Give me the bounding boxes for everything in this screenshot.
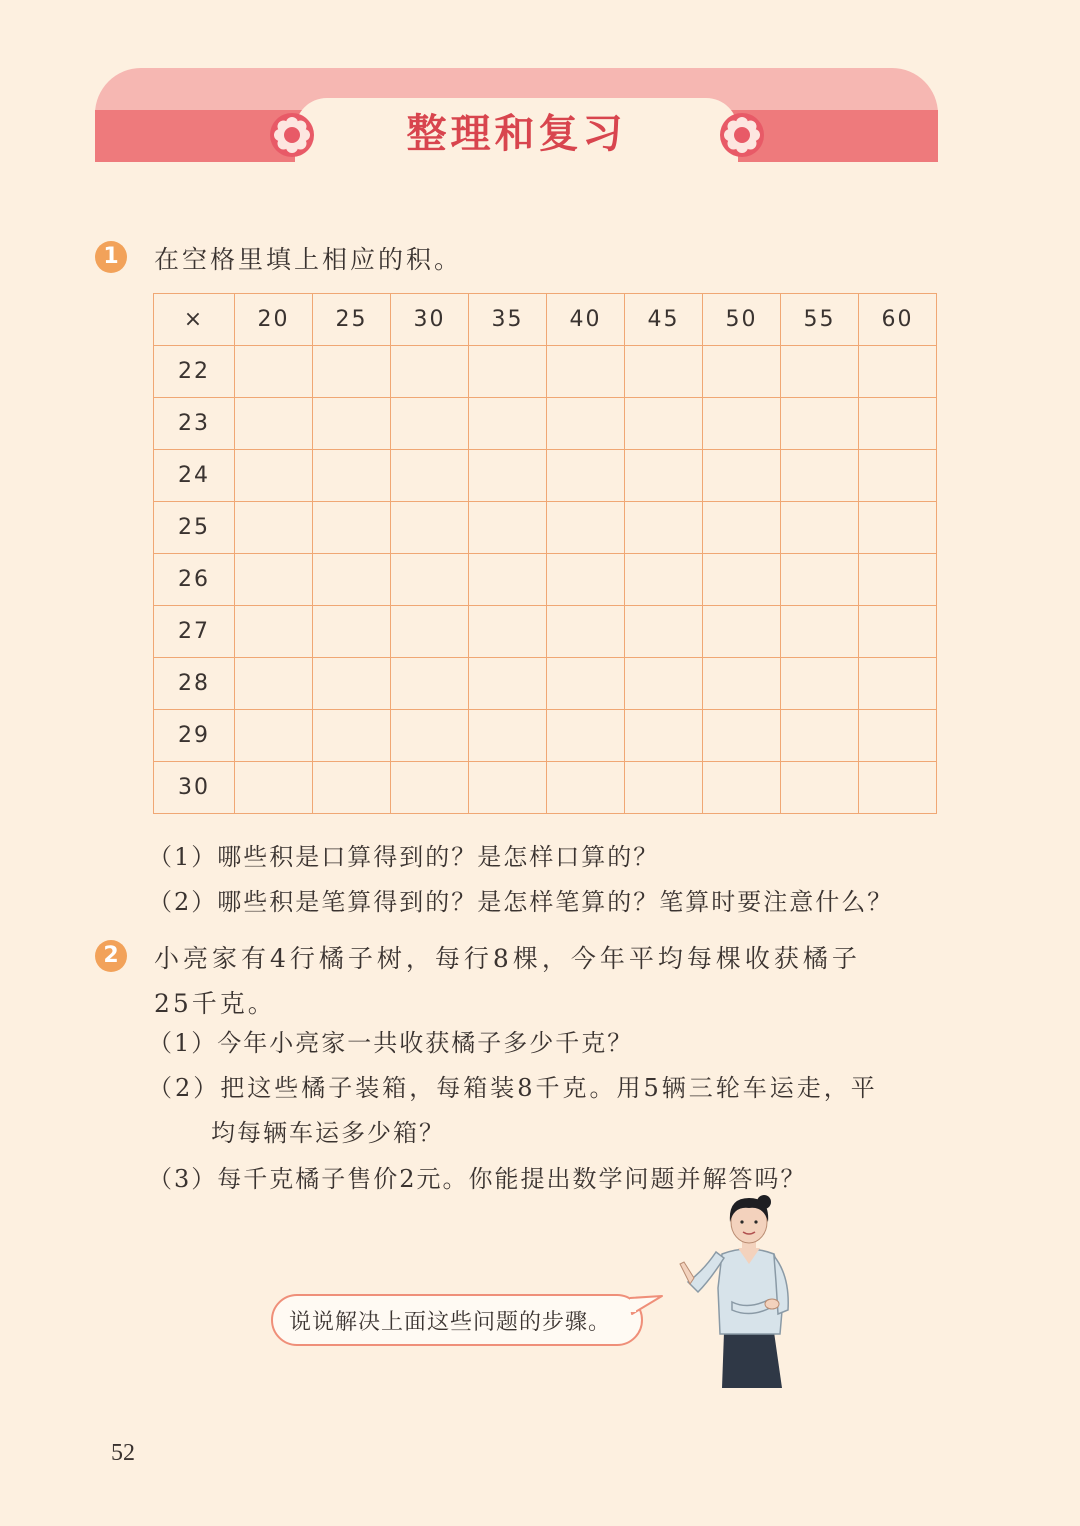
answer-cell[interactable] (859, 398, 937, 450)
answer-cell[interactable] (313, 502, 391, 554)
answer-cell[interactable] (547, 450, 625, 502)
answer-cell[interactable] (859, 502, 937, 554)
answer-cell[interactable] (235, 762, 313, 814)
table-column-header: 35 (469, 294, 547, 346)
table-column-header: 40 (547, 294, 625, 346)
answer-cell[interactable] (781, 658, 859, 710)
table-row (154, 710, 937, 762)
answer-cell[interactable] (547, 398, 625, 450)
multiplication-table (153, 293, 937, 814)
answer-cell[interactable] (391, 346, 469, 398)
answer-cell[interactable] (703, 606, 781, 658)
answer-cell[interactable] (547, 502, 625, 554)
page-title: 整理和复习 (406, 110, 627, 157)
table-column-header: 55 (781, 294, 859, 346)
answer-cell[interactable] (625, 762, 703, 814)
answer-cell[interactable] (313, 606, 391, 658)
question-2-sub-1: （1）今年小亮家一共收获橘子多少千克？ (148, 1029, 634, 1057)
question-1-prompt: 在空格里填上相应的积。 (154, 245, 463, 274)
answer-cell[interactable] (235, 554, 313, 606)
answer-cell[interactable] (235, 658, 313, 710)
answer-cell[interactable] (859, 762, 937, 814)
answer-cell[interactable] (391, 554, 469, 606)
answer-cell[interactable] (235, 710, 313, 762)
table-row-header: 22 (154, 346, 235, 398)
answer-cell[interactable] (313, 710, 391, 762)
answer-cell[interactable] (547, 606, 625, 658)
table-row (154, 398, 937, 450)
answer-cell[interactable] (625, 346, 703, 398)
answer-cell[interactable] (781, 398, 859, 450)
table-row-header: 24 (154, 450, 235, 502)
answer-cell[interactable] (313, 346, 391, 398)
answer-cell[interactable] (703, 658, 781, 710)
table-column-header: 20 (235, 294, 313, 346)
speech-bubble-text: 说说解决上面这些问题的步骤。 (289, 1310, 612, 1335)
answer-cell[interactable] (469, 554, 547, 606)
speech-bubble-tail (630, 1294, 664, 1318)
page-number: 52 (111, 1440, 135, 1466)
answer-cell[interactable] (313, 762, 391, 814)
table-row-header: 23 (154, 398, 235, 450)
table-row-header: 29 (154, 710, 235, 762)
question-2-line-2: 25千克。 (154, 989, 276, 1018)
table-row (154, 554, 937, 606)
question-2-sub-2: （2）把这些橘子装箱，每箱装8千克。用5辆三轮车运走，平 (148, 1074, 878, 1102)
answer-cell[interactable] (391, 502, 469, 554)
answer-cell[interactable] (703, 502, 781, 554)
answer-cell[interactable] (625, 502, 703, 554)
question-2-sub-2-continued: 均每辆车运多少箱？ (211, 1119, 445, 1147)
answer-cell[interactable] (547, 710, 625, 762)
answer-cell[interactable] (469, 710, 547, 762)
table-row-header: 28 (154, 658, 235, 710)
answer-cell[interactable] (781, 502, 859, 554)
answer-cell[interactable] (313, 450, 391, 502)
question-number-badge: 2 (95, 940, 127, 972)
table-row (154, 502, 937, 554)
question-2-sub-3: （3）每千克橘子售价2元。你能提出数学问题并解答吗？ (148, 1165, 807, 1193)
answer-cell[interactable] (703, 450, 781, 502)
answer-cell[interactable] (391, 398, 469, 450)
flower-icon (717, 110, 767, 160)
table-row (154, 606, 937, 658)
table-row (154, 762, 937, 814)
answer-cell[interactable] (469, 450, 547, 502)
answer-cell[interactable] (469, 658, 547, 710)
section-banner (95, 68, 938, 162)
answer-cell[interactable] (547, 762, 625, 814)
answer-cell[interactable] (391, 450, 469, 502)
answer-cell[interactable] (625, 450, 703, 502)
answer-cell[interactable] (781, 606, 859, 658)
answer-cell[interactable] (703, 346, 781, 398)
answer-cell[interactable] (781, 762, 859, 814)
answer-cell[interactable] (703, 554, 781, 606)
answer-cell[interactable] (235, 606, 313, 658)
answer-cell[interactable] (469, 606, 547, 658)
answer-cell[interactable] (391, 658, 469, 710)
question-1-sub-2: （2）哪些积是笔算得到的？是怎样笔算的？笔算时要注意什么？ (148, 888, 894, 916)
answer-cell[interactable] (235, 346, 313, 398)
table-row (154, 658, 937, 710)
answer-cell[interactable] (391, 762, 469, 814)
table-row (154, 450, 937, 502)
answer-cell[interactable] (781, 554, 859, 606)
table-column-header: 45 (625, 294, 703, 346)
answer-cell[interactable] (859, 346, 937, 398)
table-header-row (154, 294, 937, 346)
table-row-header: 27 (154, 606, 235, 658)
answer-cell[interactable] (625, 398, 703, 450)
answer-cell[interactable] (781, 710, 859, 762)
answer-cell[interactable] (625, 710, 703, 762)
answer-cell[interactable] (625, 606, 703, 658)
answer-cell[interactable] (625, 658, 703, 710)
answer-cell[interactable] (391, 606, 469, 658)
table-corner-cell: × (154, 294, 235, 346)
answer-cell[interactable] (547, 658, 625, 710)
answer-cell[interactable] (859, 606, 937, 658)
answer-cell[interactable] (313, 398, 391, 450)
answer-cell[interactable] (781, 450, 859, 502)
answer-cell[interactable] (235, 398, 313, 450)
answer-cell[interactable] (235, 502, 313, 554)
answer-cell[interactable] (859, 658, 937, 710)
question-number-badge: 1 (95, 241, 127, 273)
answer-cell[interactable] (469, 762, 547, 814)
question-1-sub-1: （1）哪些积是口算得到的？是怎样口算的？ (148, 843, 660, 871)
table-row-header: 26 (154, 554, 235, 606)
table-row-header: 30 (154, 762, 235, 814)
answer-cell[interactable] (859, 554, 937, 606)
answer-cell[interactable] (859, 710, 937, 762)
answer-cell[interactable] (469, 502, 547, 554)
table-column-header: 50 (703, 294, 781, 346)
answer-cell[interactable] (703, 398, 781, 450)
table-column-header: 25 (313, 294, 391, 346)
answer-cell[interactable] (235, 450, 313, 502)
answer-cell[interactable] (547, 554, 625, 606)
answer-cell[interactable] (547, 346, 625, 398)
answer-cell[interactable] (859, 450, 937, 502)
speech-bubble (271, 1294, 643, 1346)
table-row (154, 346, 937, 398)
teacher-illustration (672, 1192, 802, 1388)
answer-cell[interactable] (391, 710, 469, 762)
answer-cell[interactable] (703, 710, 781, 762)
question-2-line-1: 小亮家有4行橘子树，每行8棵，今年平均每棵收获橘子 (154, 944, 861, 973)
table-column-header: 30 (391, 294, 469, 346)
table-column-header: 60 (859, 294, 937, 346)
answer-cell[interactable] (469, 346, 547, 398)
table-row-header: 25 (154, 502, 235, 554)
answer-cell[interactable] (703, 762, 781, 814)
answer-cell[interactable] (781, 346, 859, 398)
answer-cell[interactable] (625, 554, 703, 606)
answer-cell[interactable] (313, 554, 391, 606)
answer-cell[interactable] (313, 658, 391, 710)
answer-cell[interactable] (469, 398, 547, 450)
